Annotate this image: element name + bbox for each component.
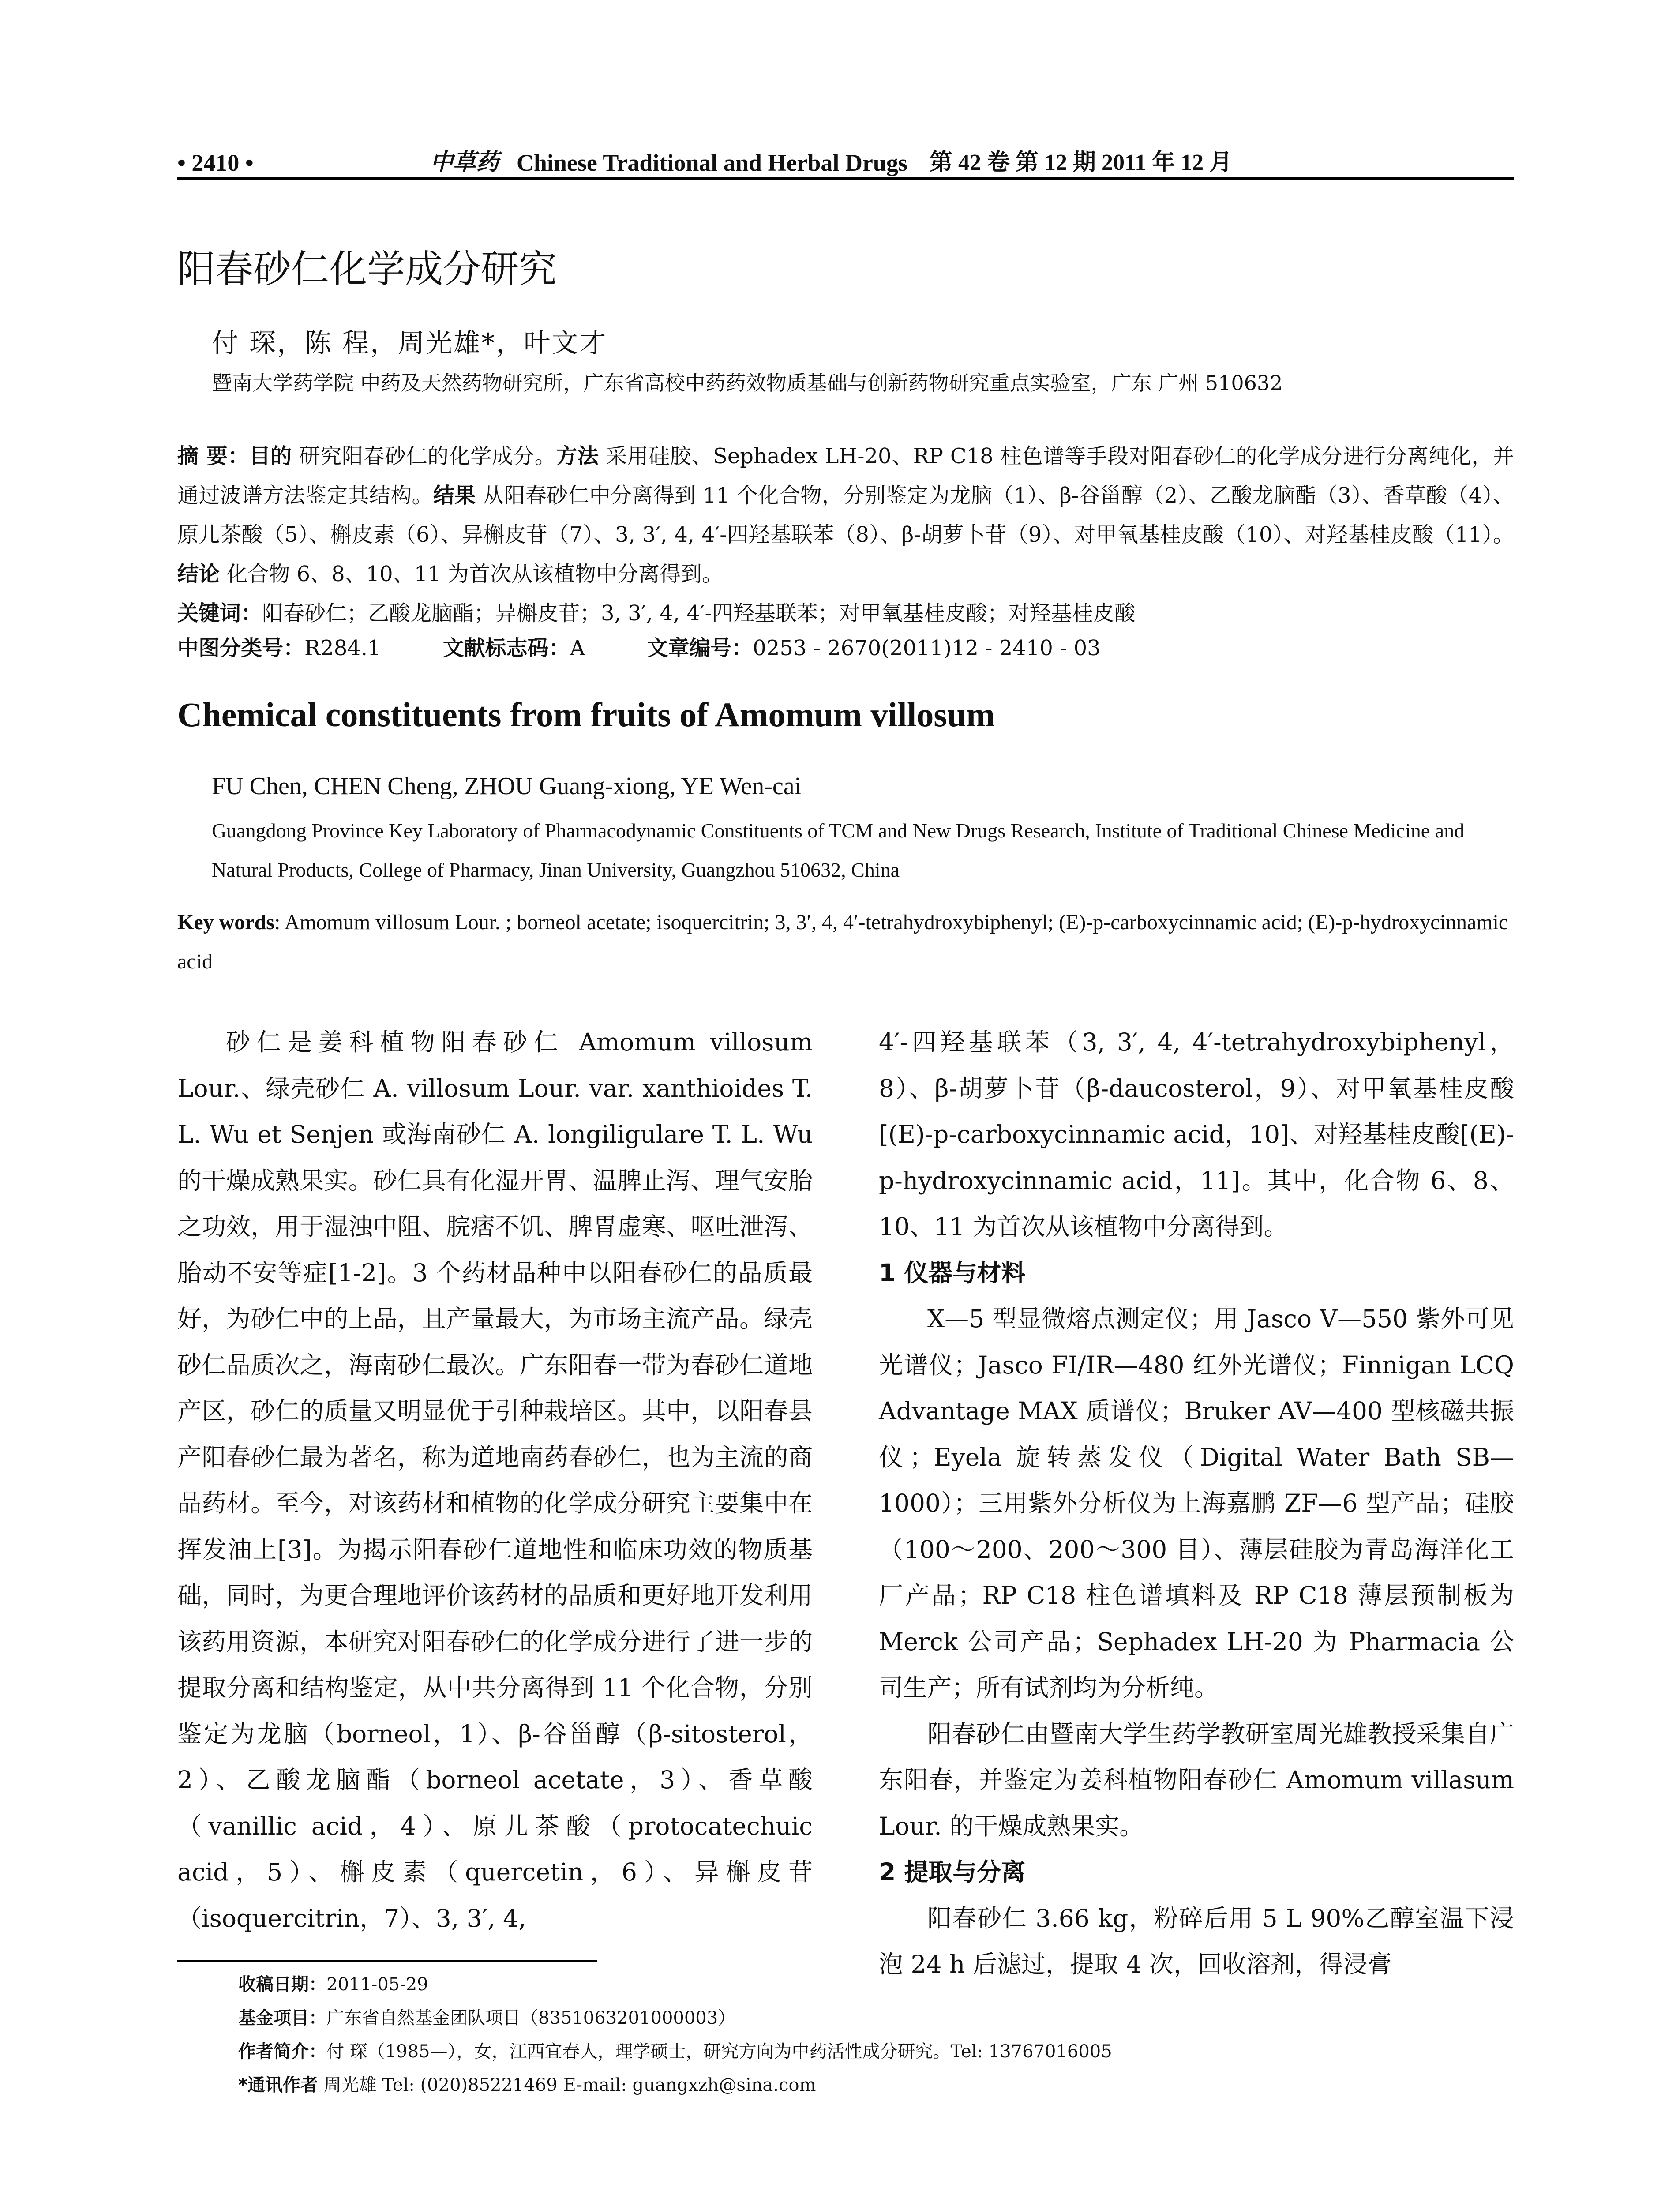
result-label: 结果 [433,483,476,508]
classification-line [177,631,1101,661]
issue-info: 第 42 卷 第 12 期 2011 年 12 月 [929,150,1233,175]
result-text: 从阳春砂仁中分离得到 11 个化合物，分别鉴定为龙脑（1）、β-谷甾醇（2）、乙酸龙脑酯（3）、香草酸（4）、原儿茶酸（5）、槲皮素（6）、异槲皮苷（7）、3, 3′, 4, 4′-四羟基联苯（8）、β-胡萝卜苷（9）、对甲氧基桂皮酸（10）、对羟基桂皮酸（11）。 [177,483,1514,547]
body-paragraph: X—5 型显微熔点测定仪；用 Jasco V—550 紫外可见光谱仪；Jasco FI/IR—480 红外光谱仪；Finnigan LCQ Advantage MAX 质谱仪；Bruker AV—400 型核磁共振仪；Eyela 旋转蒸发仪（Digital Water Bath SB—1000）；三用紫外分析仪为上海嘉鹏 ZF—6 型产品；硅胶（100～200、200～300 目）、薄层硅胶为青岛海洋化工厂产品；RP C18 柱色谱填料及 RP C18 薄层预制板为 Merck 公司产品；Sephadex LH-20 为 Pharmacia 公司生产；所有试剂均为分析纯。 [879,1305,1514,1702]
objective-text: 研究阳春砂仁的化学成分。 [292,444,556,469]
article-no-value: 0253 - 2670(2011)12 - 2410 - 03 [753,636,1101,660]
method-label: 方法 [556,444,599,469]
footnote-author: 作者简介：付 琛（1985—），女，江西宜春人，理学硕士，研究方向为中药活性成分研究。Tel: 13767016005 [238,2041,1112,2062]
article-title-en: Chemical constituents from fruits of Amomum villosum [177,695,995,734]
body-paragraph: 4′-四羟基联苯（3, 3′, 4, 4′-tetrahydroxybiphenyl，8）、β-胡萝卜苷（β-daucosterol，9）、对甲氧基桂皮酸[(E)-p-carboxycinnamic acid，10]、对羟基桂皮酸[(E)-p-hydroxycinnamic acid，11]。其中，化合物 6、8、10、11 为首次从该植物中分离得到。 [879,1028,1514,1241]
affiliation-cn: 暨南大学药学院 中药及天然药物研究所，广东省高校中药药效物质基础与创新药物研究重点实验室，广东 广州 510632 [212,371,1283,395]
affiliation-en: Guangdong Province Key Laboratory of Pharmacodynamic Constituents of TCM and New Drugs Research, Institute of Traditional Chinese Medicine and Natural Products, College of Pharmacy, Jinan University, Guangzhou 510632, China [212,819,1465,881]
journal-name-en: Chinese Traditional and Herbal Drugs [516,150,908,176]
abstract-label: 摘 要： [177,444,249,469]
abstract-cn [177,437,1514,594]
footnote-divider [177,1960,597,1962]
conclusion-text: 化合物 6、8、10、11 为首次从该植物中分离得到。 [220,562,724,586]
clc-label: 中图分类号： [177,636,305,660]
authors-cn: 付 琛，陈 程，周光雄*，叶文才 [212,328,608,359]
method-text: 采用硅胶、Sephadex LH-20、RP C18 柱色谱等手段对阳春砂仁的化学成分进行分离纯化，并通过波谱方法鉴定其结构。 [177,444,1514,508]
doc-code-value: A [570,636,585,660]
body-column-left [177,1019,813,1941]
article-title-cn: 阳春砂仁化学成分研究 [177,247,557,291]
section-heading: 2 提取与分离 [879,1858,1026,1886]
running-header [177,140,1514,176]
clc-value: R284.1 [304,636,381,660]
objective-label: 目的 [249,444,292,469]
keywords-en-text: : Amomum villosum Lour. ; borneol acetate; isoquercitrin; 3, 3′, 4, 4′-tetrahydroxybiphenyl; (E)-p-carboxycinnamic acid; (E)-p-hydroxycinnamic acid [177,911,1508,973]
conclusion-label: 结论 [177,562,220,586]
keywords-en [177,903,1514,981]
authors-en: FU Chen, CHEN Cheng, ZHOU Guang-xiong, YE Wen-cai [212,773,802,800]
journal-name-cn: 中草药 [430,149,499,176]
keywords-en-label: Key words [177,911,274,934]
header-divider [177,177,1514,180]
body-column-right [879,1019,1514,1988]
body-paragraph: 阳春砂仁由暨南大学生药学教研室周光雄教授采集自广东阳春，并鉴定为姜科植物阳春砂仁 Amomum villasum Lour. 的干燥成熟果实。 [879,1719,1514,1840]
footnote-received: 收稿日期：2011-05-29 [238,1974,428,1995]
section-heading: 1 仪器与材料 [879,1258,1026,1287]
footnotes [238,1968,1112,2102]
keywords-cn-text: 阳春砂仁；乙酸龙脑酯；异槲皮苷；3, 3′, 4, 4′-四羟基联苯；对甲氧基桂皮酸；对羟基桂皮酸 [262,601,1136,626]
article-no-label: 文章编号： [647,636,753,660]
footnote-corresponding: *通讯作者 周光雄 Tel: (020)85221469 E-mail: guangxzh@sina.com [238,2075,816,2095]
body-paragraph: 砂仁是姜科植物阳春砂仁 Amomum villosum Lour.、绿壳砂仁 A. villosum Lour. var. xanthioides T. L. Wu et Senjen 或海南砂仁 A. longiligulare T. L. Wu 的干燥成熟果实。砂仁具有化湿开胃、温脾止泻、理气安胎之功效，用于湿浊中阻、脘痞不饥、脾胃虚寒、呕吐泄泻、胎动不安等症[1-2]。3 个药材品种中以阳春砂仁的品质最好，为砂仁中的上品，且产量最大，为市场主流产品。绿壳砂仁品质次之，海南砂仁最次。广东阳春一带为春砂仁道地产区，砂仁的质量又明显优于引种栽培区。其中，以阳春县产阳春砂仁最为著名，称为道地南药春砂仁，也为主流的商品药材。至今，对该药材和植物的化学成分研究主要集中在挥发油上[3]。为揭示阳春砂仁道地性和临床功效的物质基础，同时，为更合理地评价该药材的品质和更好地开发利用该药用资源，本研究对阳春砂仁的化学成分进行了进一步的提取分离和结构鉴定，从中共分离得到 11 个化合物，分别鉴定为龙脑（borneol，1）、β-谷甾醇（β-sitosterol，2）、乙酸龙脑酯（borneol acetate，3）、香草酸（vanillic acid，4）、原儿茶酸（protocatechuic acid，5）、槲皮素（quercetin，6）、异槲皮苷（isoquercitrin，7）、3, 3′, 4, [177,1028,813,1932]
keywords-cn [177,594,1136,633]
footnote-fund: 基金项目：广东省自然基金团队项目（8351063201000003） [238,2008,736,2028]
page-number: • 2410 • [177,150,254,176]
keywords-cn-label: 关键词： [177,601,262,626]
body-paragraph: 阳春砂仁 3.66 kg，粉碎后用 5 L 90%乙醇室温下浸泡 24 h 后滤过，提取 4 次，回收溶剂，得浸膏 [879,1904,1514,1978]
doc-code-label: 文献标志码： [442,636,570,660]
